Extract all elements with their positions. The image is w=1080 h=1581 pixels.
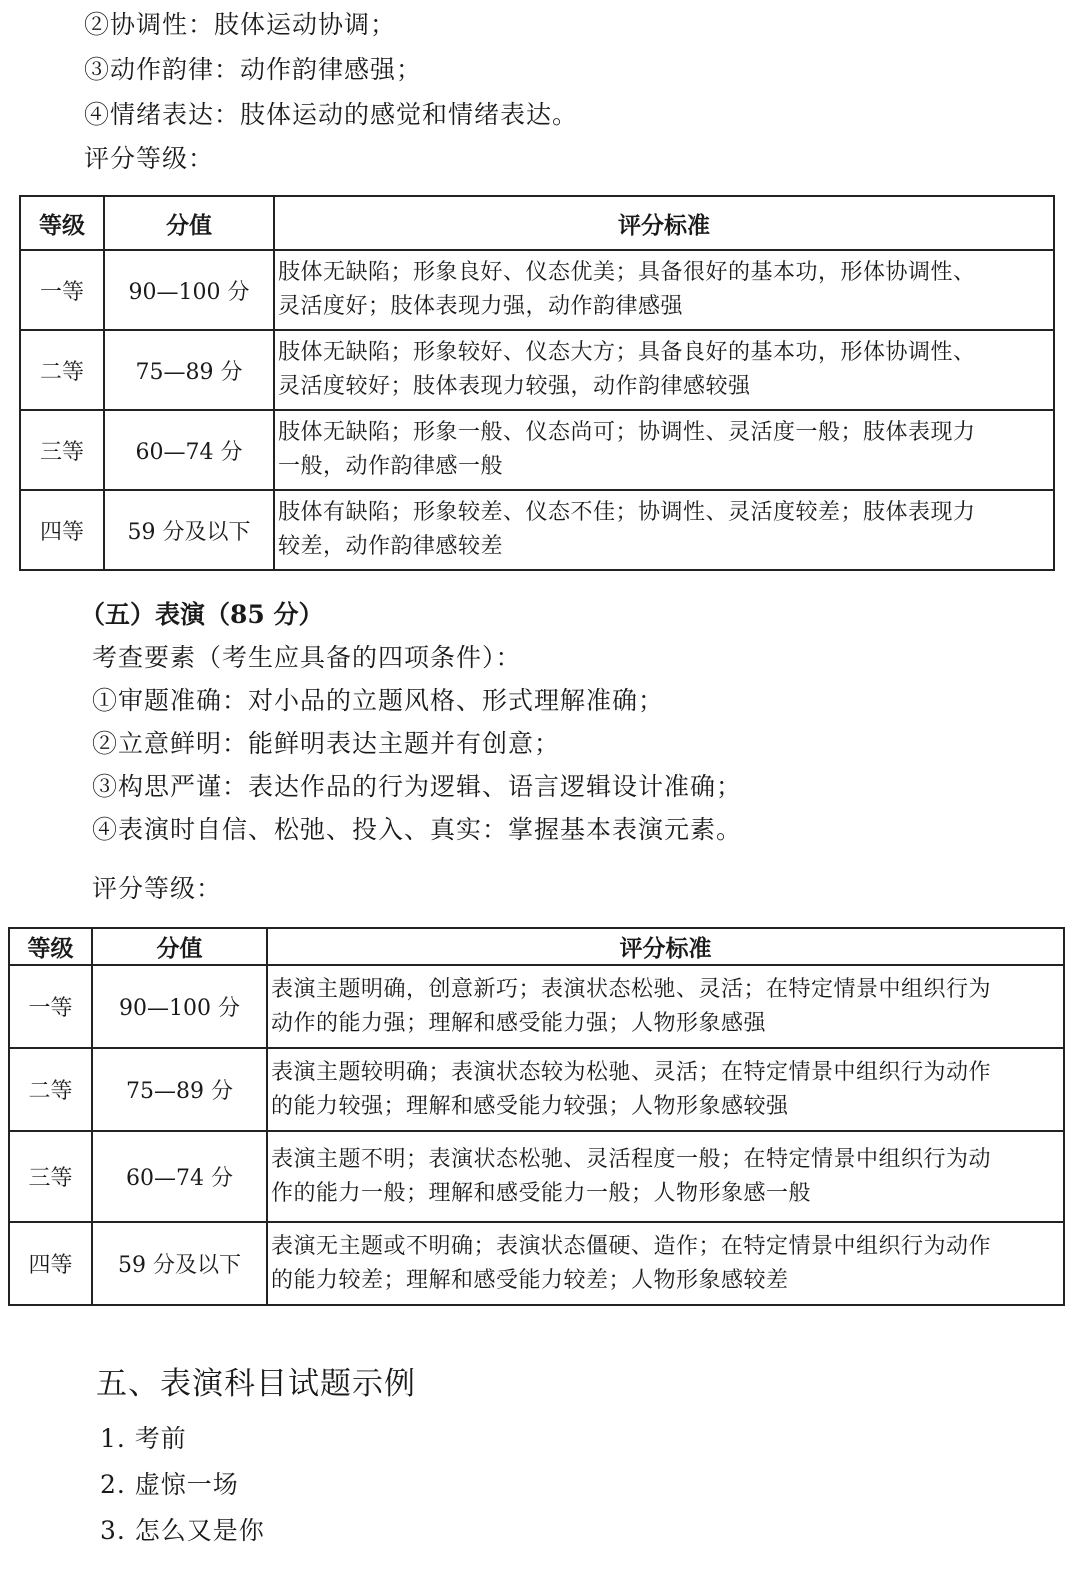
table-row [9,1222,1064,1305]
score-cell: 59 分及以下 [92,1222,267,1305]
score-cell: 60—74 分 [92,1131,267,1222]
table-row [9,1131,1064,1222]
section-item: ④表演时自信、松弛、投入、真实：掌握基本表演元素。 [92,815,743,844]
grade-cell: 三等 [9,1131,92,1222]
grade-cell: 四等 [20,490,104,570]
criteria-cell: 肢体无缺陷；形象较好、仪态大方；具备良好的基本功，形体协调性、 灵活度较好；肢体表现力较强，动作韵律感较强 [274,330,1054,410]
table-row [20,250,1054,330]
criteria-cell: 表演无主题或不明确；表演状态僵硬、造作；在特定情景中组织行为动作 的能力较差；理解和感受能力较差；人物形象感较差 [267,1222,1064,1305]
header-score: 分值 [104,196,274,250]
header-grade: 等级 [20,196,104,250]
grading-table-1 [19,195,1055,571]
grade-cell: 二等 [9,1048,92,1131]
element-item-rhythm: ③动作韵律：动作韵律感强； [84,55,423,84]
grade-cell: 二等 [20,330,104,410]
grading-label-1: 评分等级： [84,144,215,173]
criteria-cell: 表演主题较明确；表演状态较为松驰、灵活；在特定情景中组织行为动作 的能力较强；理解和感受能力较强；人物形象感较强 [267,1048,1064,1131]
score-cell: 75—89 分 [104,330,274,410]
header-score: 分值 [92,928,267,965]
grade-cell: 一等 [9,965,92,1048]
table-header-row [9,928,1064,965]
table-row [9,965,1064,1048]
example-item: 2. 虚惊一场 [100,1470,239,1499]
grade-cell: 四等 [9,1222,92,1305]
header-criteria: 评分标准 [274,196,1054,250]
example-item: 1. 考前 [100,1424,187,1453]
chapter-heading-examples: 五、表演科目试题示例 [96,1366,416,1402]
section-intro: 考查要素（考生应具备的四项条件）： [92,643,522,672]
criteria-cell: 肢体无缺陷；形象良好、仪态优美；具备很好的基本功，形体协调性、 灵活度好；肢体表现力强，动作韵律感强 [274,250,1054,330]
element-item-coordination: ②协调性：肢体运动协调； [84,10,397,39]
score-cell: 90—100 分 [104,250,274,330]
criteria-cell: 表演主题明确，创意新巧；表演状态松驰、灵活；在特定情景中组织行为 动作的能力强；理解和感受能力强；人物形象感强 [267,965,1064,1048]
criteria-cell: 肢体有缺陷；形象较差、仪态不佳；协调性、灵活度较差；肢体表现力 较差，动作韵律感较差 [274,490,1054,570]
table-header-row [20,196,1054,250]
score-cell: 59 分及以下 [104,490,274,570]
score-cell: 60—74 分 [104,410,274,490]
table-row [20,490,1054,570]
section-item: ③构思严谨：表达作品的行为逻辑、语言逻辑设计准确； [92,772,743,801]
grade-cell: 三等 [20,410,104,490]
section-item: ②立意鲜明：能鲜明表达主题并有创意； [92,729,561,758]
section-item: ①审题准确：对小品的立题风格、形式理解准确； [92,686,665,715]
grading-label-2: 评分等级： [92,874,223,903]
table-row [20,330,1054,410]
table-row [9,1048,1064,1131]
element-item-emotion: ④情绪表达：肢体运动的感觉和情绪表达。 [84,100,579,129]
criteria-cell: 表演主题不明；表演状态松驰、灵活程度一般；在特定情景中组织行为动 作的能力一般；理解和感受能力一般；人物形象感一般 [267,1131,1064,1222]
example-item: 3. 怎么又是你 [100,1516,265,1545]
header-grade: 等级 [9,928,92,965]
header-criteria: 评分标准 [267,928,1064,965]
criteria-cell: 肢体无缺陷；形象一般、仪态尚可；协调性、灵活度一般；肢体表现力 一般，动作韵律感一般 [274,410,1054,490]
score-cell: 75—89 分 [92,1048,267,1131]
grade-cell: 一等 [20,250,104,330]
score-cell: 90—100 分 [92,965,267,1048]
table-row [20,410,1054,490]
grading-table-2 [8,927,1065,1306]
section-heading-performance: （五）表演（85 分） [80,600,324,629]
